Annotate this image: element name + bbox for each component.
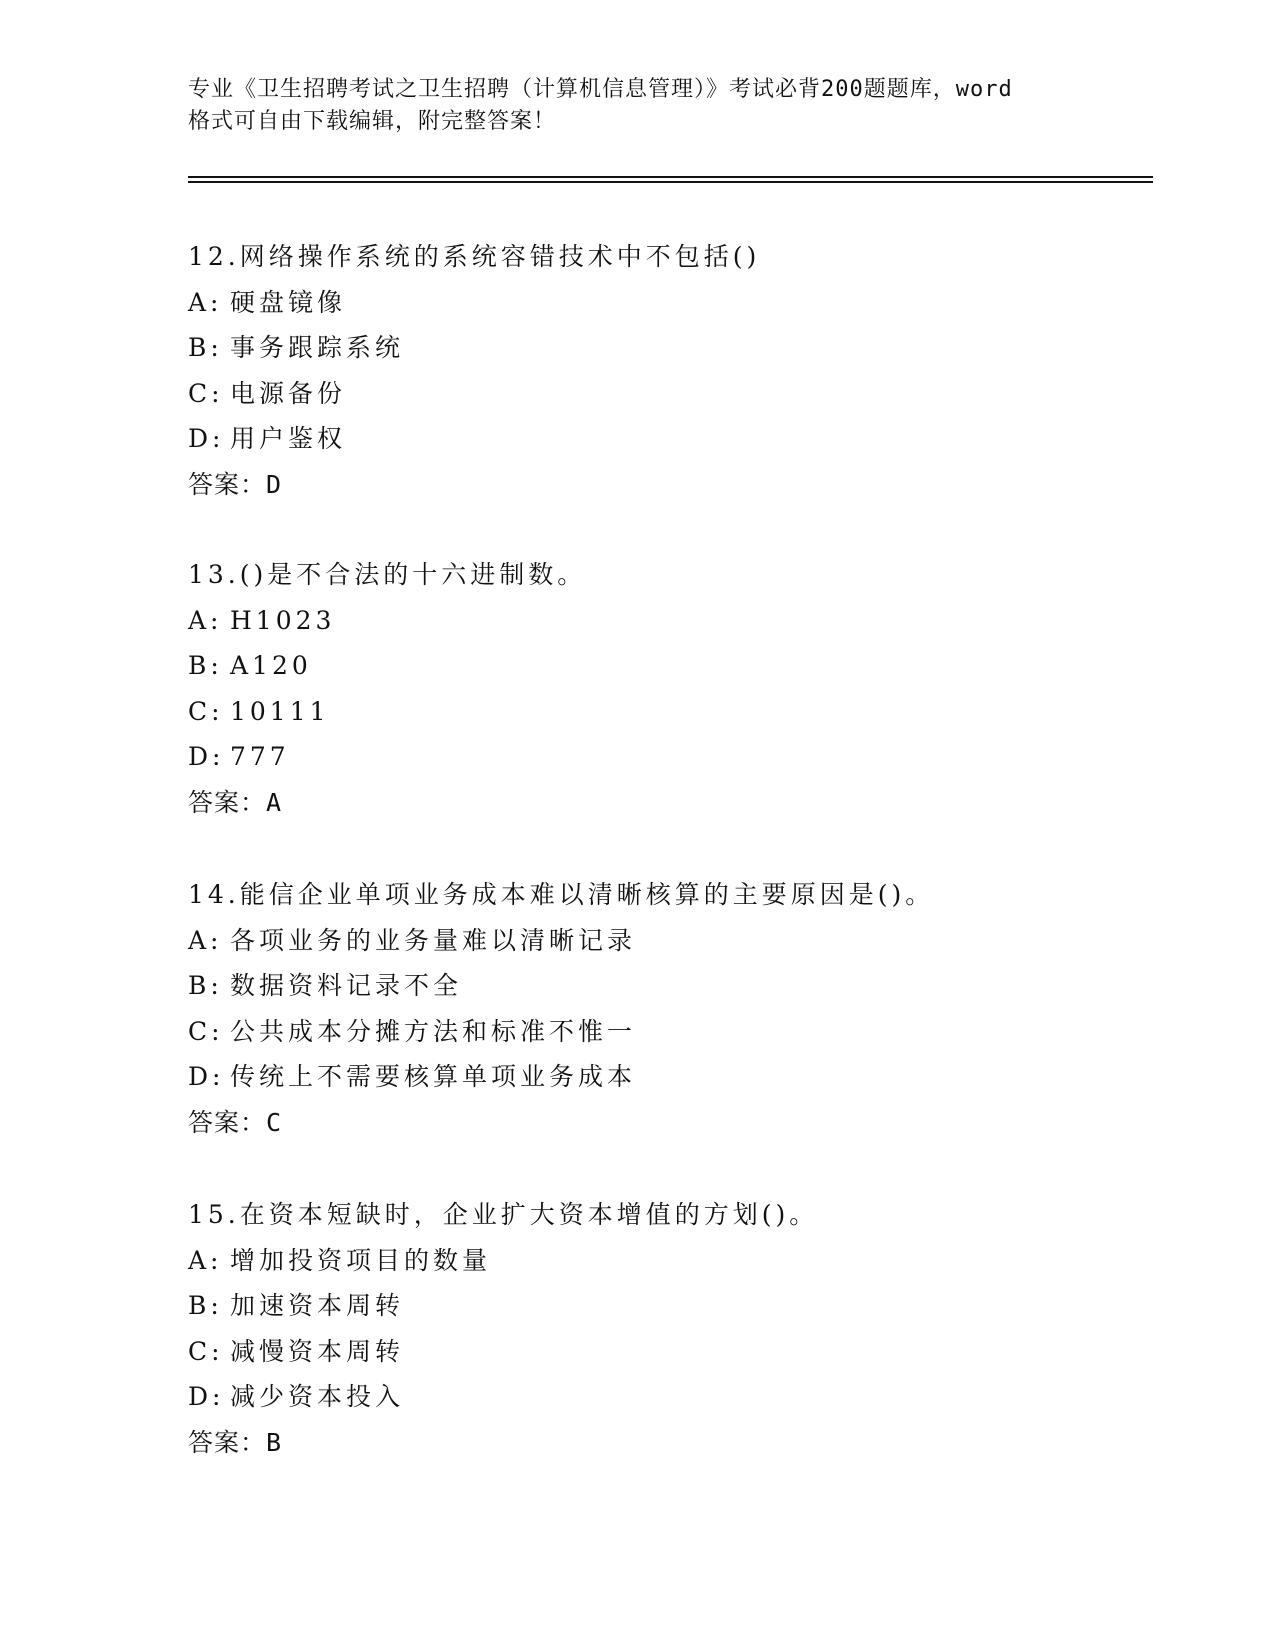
option-text: A120 xyxy=(230,651,312,680)
question-15 xyxy=(188,1192,1148,1465)
question-13 xyxy=(188,552,1148,825)
option-c xyxy=(188,371,1148,417)
option-text: 减慢资本周转 xyxy=(230,1336,405,1366)
question-stem: 13.()是不合法的十六进制数。 xyxy=(188,560,587,589)
option-key: D: xyxy=(188,742,225,771)
option-key: A: xyxy=(188,287,223,317)
option-key: C: xyxy=(188,1336,224,1366)
option-text: 777 xyxy=(230,742,290,771)
option-b xyxy=(188,963,1148,1009)
question-stem: 12.网络操作系统的系统容错技术中不包括() xyxy=(188,242,761,271)
option-b xyxy=(188,325,1148,371)
header-divider-top xyxy=(188,176,1153,178)
option-c xyxy=(188,1329,1148,1375)
option-d xyxy=(188,734,1148,780)
option-text: 传统上不需要核算单项业务成本 xyxy=(230,1062,637,1091)
option-key: D: xyxy=(188,1382,225,1411)
option-a xyxy=(188,598,1148,644)
option-key: B: xyxy=(188,1291,223,1320)
option-key: B: xyxy=(188,651,223,680)
question-stem: 14.能信企业单项业务成本难以清晰核算的主要原因是()。 xyxy=(188,880,935,909)
option-text: 减少资本投入 xyxy=(230,1382,405,1411)
question-stem: 15.在资本短缺时，企业扩大资本增值的方划()。 xyxy=(188,1200,819,1229)
option-key: A: xyxy=(188,605,223,635)
option-key: D: xyxy=(188,424,225,453)
option-text: 电源备份 xyxy=(230,378,347,408)
option-text: H1023 xyxy=(230,605,336,635)
option-text: 事务跟踪系统 xyxy=(230,333,405,362)
answer-line: 答案：C xyxy=(188,1107,283,1137)
option-text: 用户鉴权 xyxy=(230,424,347,453)
option-text: 加速资本周转 xyxy=(230,1291,405,1320)
option-c xyxy=(188,689,1148,735)
option-text: 各项业务的业务量难以清晰记录 xyxy=(230,925,637,955)
option-text: 公共成本分摊方法和标准不惟一 xyxy=(230,1016,637,1046)
answer-line: 答案：D xyxy=(188,469,283,499)
option-c xyxy=(188,1009,1148,1055)
option-key: D: xyxy=(188,1062,225,1091)
option-a xyxy=(188,280,1148,326)
option-key: A: xyxy=(188,925,223,955)
option-text: 10111 xyxy=(230,696,330,726)
header-line-2: 格式可自由下载编辑，附完整答案！ xyxy=(188,109,557,134)
option-b xyxy=(188,1283,1148,1329)
option-key: C: xyxy=(188,1016,224,1046)
option-key: B: xyxy=(188,971,223,1000)
option-d xyxy=(188,1374,1148,1420)
question-12 xyxy=(188,234,1148,507)
option-key: A: xyxy=(188,1245,223,1275)
option-key: C: xyxy=(188,696,224,726)
answer-line: 答案：A xyxy=(188,787,283,817)
option-text: 硬盘镜像 xyxy=(230,287,347,317)
option-a xyxy=(188,918,1148,964)
option-d xyxy=(188,416,1148,462)
document-header xyxy=(188,74,1118,138)
header-divider-bottom xyxy=(188,181,1153,183)
header-line-1: 专业《卫生招聘考试之卫生招聘（计算机信息管理）》考试必背200题题库，word xyxy=(188,77,1013,102)
option-key: C: xyxy=(188,378,224,408)
question-14 xyxy=(188,872,1148,1145)
option-text: 增加投资项目的数量 xyxy=(230,1245,492,1275)
option-b xyxy=(188,643,1148,689)
option-a xyxy=(188,1238,1148,1284)
answer-line: 答案：B xyxy=(188,1427,283,1457)
option-key: B: xyxy=(188,333,223,362)
option-d xyxy=(188,1054,1148,1100)
option-text: 数据资料记录不全 xyxy=(230,971,463,1000)
